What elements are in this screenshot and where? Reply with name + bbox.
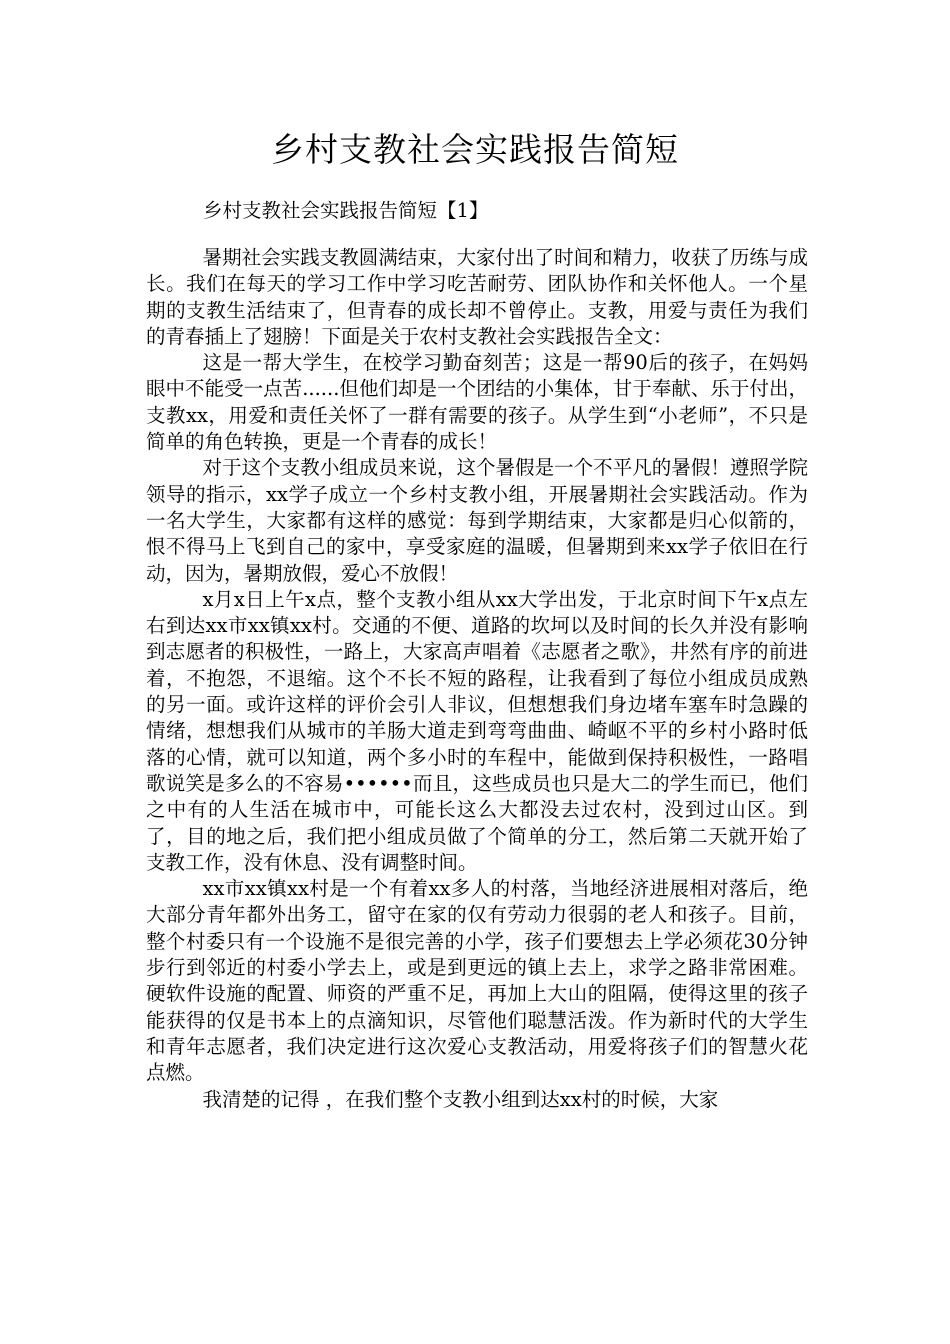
paragraph: xx市xx镇xx村是一个有着xx多人的村落，当地经济进展相对落后，绝大部分青年都外出务工，留守在家的仅有劳动力很弱的老人和孩子。目前，整个村委只有一个设施不是很完善的小学，孩子们要想去上学必须花30分钟步行到邻近的村委小学去上，或是到更远的镇上去上，求学之路非常困难。硬软件设施的配置、师资的严重不足，再加上大山的阻隔，使得这里的孩子能获得的仅是书本上的点滴知识，尽管他们聪慧活泼。作为新时代的大学生和青年志愿者，我们决定进行这次爱心支教活动，用爱将孩子们的智慧火花点燃。 [146, 877, 808, 1085]
document-body [146, 245, 808, 1113]
document-title: 乡村支教社会实践报告简短 [271, 130, 679, 169]
paragraph: 暑期社会实践支教圆满结束，大家付出了时间和精力，收获了历练与成长。我们在每天的学习工作中学习吃苦耐劳、团队协作和关怀他人。一个星期的支教生活结束了，但青春的成长却不曾停止。支教，用爱与责任为我们的青春插上了翅膀！下面是关于农村支教社会实践报告全文： [146, 246, 808, 348]
paragraph: 对于这个支教小组成员来说，这个暑假是一个不平凡的暑假！遵照学院领导的指示，xx学子成立一个乡村支教小组，开展暑期社会实践活动。作为一名大学生，大家都有这样的感觉：每到学期结束，大家都是归心似箭的，恨不得马上飞到自己的家中，享受家庭的温暖，但暑期到来xx学子依旧在行动，因为，暑期放假，爱心不放假！ [146, 456, 808, 585]
paragraph: 我清楚的记得 ，在我们整个支教小组到达xx村的时候，大家 [202, 1087, 719, 1111]
paragraph: x月x日上午x点，整个支教小组从xx大学出发，于北京时间下午x点左右到达xx市xx镇xx村。交通的不便、道路的坎坷以及时间的长久并没有影响到志愿者的积极性，一路上，大家高声唱着《志愿者之歌》，井然有序的前进着，不抱怨，不退缩。这个不长不短的路程，让我看到了每位小组成员成熟的另一面。或许这样的评价会引人非议，但想想我们身边堵车塞车时急躁的情绪，想想我们从城市的羊肠大道走到弯弯曲曲、崎岖不平的乡村小路时低落的心情，就可以知道，两个多小时的车程中，能做到保持积极性，一路唱歌说笑是多么的不容易••••••而且，这些成员也只是大二的学生而已，他们之中有的人生活在城市中，可能长这么大都没去过农村，没到过山区。到了，目的地之后，我们把小组成员做了个简单的分工，然后第二天就开始了支教工作，没有休息、没有调整时间。 [146, 587, 808, 874]
paragraph: 这是一帮大学生，在校学习勤奋刻苦；这是一帮90后的孩子，在妈妈眼中不能受一点苦......但他们却是一个团结的小集体，甘于奉献、乐于付出，支教xx，用爱和责任关怀了一群有需要的孩子。从学生到“小老师”，不只是简单的角色转换，更是一个青春的成长！ [146, 351, 808, 454]
document-subtitle: 乡村支教社会实践报告简短【1】 [203, 199, 489, 222]
